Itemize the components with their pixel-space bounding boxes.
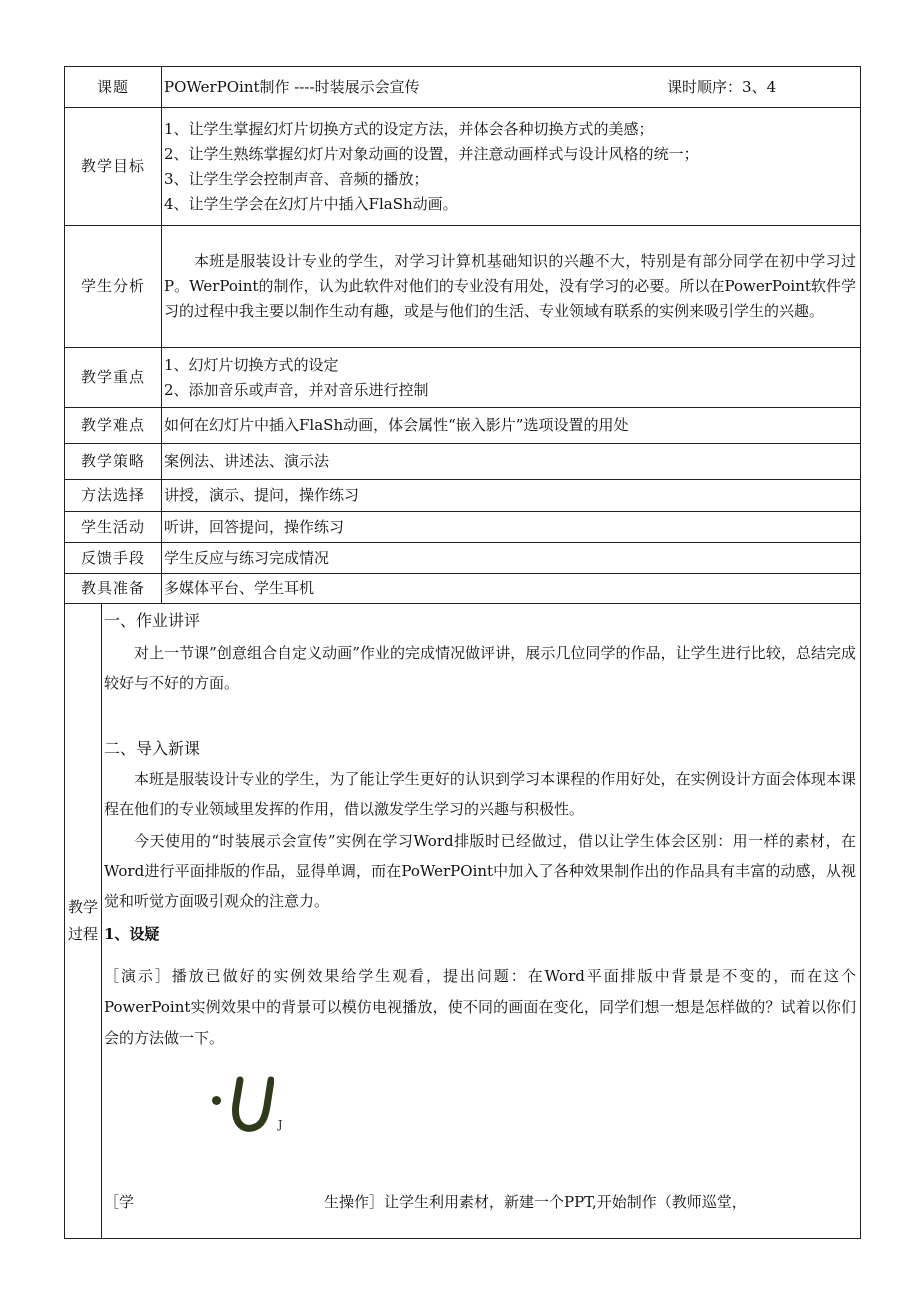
- strategy-row: [65, 444, 861, 480]
- process-row: [65, 604, 861, 1239]
- feedback-label: 反馈手段: [65, 543, 162, 574]
- key-points-cell: [162, 348, 861, 408]
- difficulty-text: 如何在幻灯片中插入FlaSh动画，体会属性“嵌入影片”选项设置的用处: [162, 408, 861, 444]
- student-operation-line: [104, 1190, 864, 1215]
- activities-text: 听讲，回答提问，操作练习: [162, 512, 861, 543]
- methods-row: [65, 480, 861, 512]
- section-title: 二、导入新课: [104, 739, 201, 758]
- operation-bracket: ［学: [104, 1193, 135, 1211]
- process-label: [65, 604, 102, 1239]
- topic-cell: [162, 67, 861, 108]
- section-text: 对上一节课”创意组合自定义动画”作业的完成情况做评讲，展示几位同学的作品，让学生进行比较，总结完成较好与不好的方面。: [104, 644, 857, 692]
- tools-label: 教具准备: [65, 574, 162, 604]
- activities-label: 学生活动: [65, 512, 162, 543]
- student-analysis-text: 本班是服装设计专业的学生，对学习计算机基础知识的兴趣不大，特别是有部分同学在初中学习过P。WerPoint的制作，认为此软件对他们的专业没有用处，没有学习的必要。所以在PowerPoint软件学习的过程中我主要以制作生动有趣，或是与他们的生活、专业领域有联系的实例来吸引学生的兴趣。: [164, 252, 857, 320]
- process-label-line: 过程: [67, 925, 98, 943]
- student-analysis-cell: [162, 226, 861, 348]
- tools-text: 多媒体平台、学生耳机: [162, 574, 861, 604]
- student-analysis-row: [65, 226, 861, 348]
- section-title: 一、作业讲评: [104, 611, 201, 630]
- strategy-label: 教学策略: [65, 444, 162, 480]
- lesson-order-value: 3、4: [742, 78, 777, 96]
- topic-row: [65, 67, 861, 108]
- topic-value: POWerPOint制作 ----时装展示会宣传: [164, 78, 420, 96]
- logo-mark-j: J: [278, 1118, 283, 1131]
- methods-text: 讲授，演示、提问，操作练习: [162, 480, 861, 512]
- feedback-row: [65, 543, 861, 574]
- objectives-label: 教学目标: [65, 108, 162, 226]
- difficulty-label: 教学难点: [65, 408, 162, 444]
- subsection-title: 1、设疑: [104, 925, 160, 943]
- subsection-text: ［演示］播放已做好的实例效果给学生观看，提出问题：在Word平面排版中背景是不变的，而在这个PowerPoint实例效果中的背景可以模仿电视播放，使不同的画面在变化，同学们想一想是怎样做的？试着以你们会的方法做一下。: [104, 967, 857, 1047]
- difficulty-row: [65, 408, 861, 444]
- key-points-row: [65, 348, 861, 408]
- strategy-text: 案例法、讲述法、演示法: [162, 444, 861, 480]
- lesson-order: [667, 75, 776, 100]
- process-label-line: 教学: [67, 898, 98, 916]
- objective-item: 1、让学生掌握幻灯片切换方式的设定方法，并体会各种切换方式的美感；: [164, 119, 654, 138]
- objective-item: 4、让学生学会在幻灯片中插入FlaSh动画。: [164, 194, 458, 213]
- operation-text: 生操作］让学生利用素材，新建一个PPT,开始制作（教师巡堂，: [324, 1193, 747, 1211]
- student-analysis-label: 学生分析: [65, 226, 162, 348]
- topic-label: 课题: [65, 67, 162, 108]
- logo-dot: [212, 1096, 221, 1105]
- process-cell: [102, 604, 861, 1239]
- key-point-item: 2、添加音乐或声音，并对音乐进行控制: [164, 380, 429, 399]
- objectives-cell: [162, 108, 861, 226]
- lesson-plan-table: [64, 66, 861, 1239]
- section-text: 今天使用的“时装展示会宣传”实例在学习Word排版时已经做过，借以让学生体会区别：用一样的素材，在Word进行平面排版的作品，显得单调，而在PoWerPOint中加入了各种效果制作出的作品具有丰富的动感，从视觉和听觉方面吸引观众的注意力。: [104, 832, 857, 910]
- activities-row: [65, 512, 861, 543]
- objectives-row: [65, 108, 861, 226]
- objective-item: 2、让学生熟练掌握幻灯片对象动画的设置，并注意动画样式与设计风格的统一；: [164, 144, 699, 163]
- lesson-order-label: 课时顺序：: [667, 78, 743, 96]
- tools-row: [65, 574, 861, 604]
- feedback-text: 学生反应与练习完成情况: [162, 543, 861, 574]
- key-point-item: 1、幻灯片切换方式的设定: [164, 355, 339, 374]
- methods-label: 方法选择: [65, 480, 162, 512]
- section-text: 本班是服装设计专业的学生，为了能让学生更好的认识到学习本课程的作用好处，在实例设计方面会体现本课程在他们的专业领域里发挥的作用，借以激发学生学习的兴趣与积极性。: [104, 770, 857, 818]
- key-points-label: 教学重点: [65, 348, 162, 408]
- u-logo-icon: [226, 1074, 274, 1134]
- objective-item: 3、让学生学会控制声音、音频的播放；: [164, 169, 429, 188]
